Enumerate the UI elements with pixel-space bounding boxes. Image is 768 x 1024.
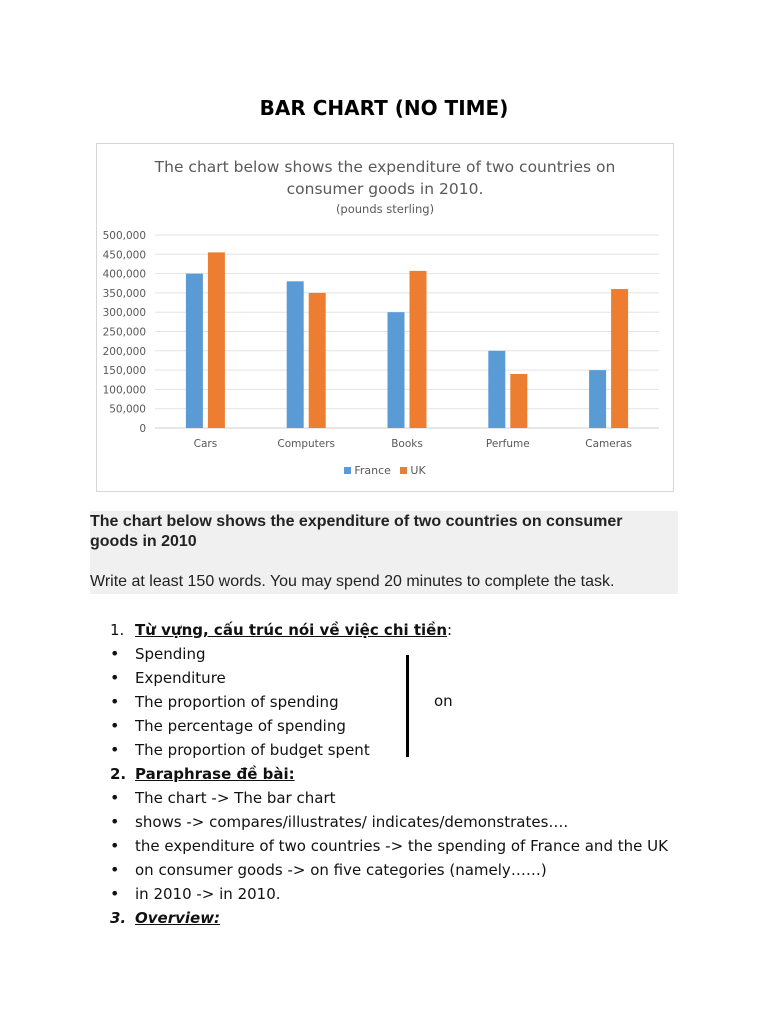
section-number: 2.	[110, 765, 127, 783]
list-item-text: the expenditure of two countries -> the spending of France and the UK	[135, 837, 668, 855]
list-item-text: The chart -> The bar chart	[135, 789, 336, 807]
section-title: Overview:	[135, 909, 221, 927]
list-item-text: The proportion of spending	[135, 693, 339, 711]
bar-chart	[96, 143, 674, 492]
bullet-icon: •	[110, 884, 120, 903]
chart-legend	[97, 464, 673, 477]
bar-france-cars	[186, 274, 203, 428]
bar-uk-cameras	[611, 289, 628, 428]
list-item	[110, 812, 730, 836]
bar-france-perfume	[488, 351, 505, 428]
task-box	[90, 511, 678, 594]
y-tick-label: 450,000	[102, 249, 146, 262]
list-item-text: Expenditure	[135, 669, 226, 687]
section-heading-overview	[110, 908, 730, 932]
bar-uk-perfume	[510, 374, 527, 428]
legend-swatch-uk	[400, 467, 407, 474]
x-tick-label: Computers	[277, 438, 336, 450]
bar-uk-cars	[208, 252, 225, 428]
section-title: Paraphrase đề bài:	[135, 765, 295, 783]
bullet-icon: •	[110, 716, 120, 735]
y-tick-label: 0	[139, 423, 146, 435]
list-item-text: shows -> compares/illustrates/ indicates/demonstrates….	[135, 813, 569, 831]
on-label: on	[434, 692, 453, 710]
list-item	[110, 884, 730, 908]
bullet-icon: •	[110, 860, 120, 879]
bullet-icon: •	[110, 692, 120, 711]
bar-uk-books	[410, 271, 427, 428]
document-title: BAR CHART (NO TIME)	[259, 96, 509, 120]
chart-plot	[97, 144, 673, 491]
bullet-icon: •	[110, 644, 120, 663]
x-tick-label: Cameras	[585, 438, 632, 450]
y-tick-label: 400,000	[102, 268, 146, 281]
list-item	[110, 692, 730, 716]
bullet-icon: •	[110, 812, 120, 831]
bullet-icon: •	[110, 740, 120, 759]
section-number: 3.	[110, 909, 127, 927]
y-tick-label: 50,000	[109, 403, 146, 416]
bar-france-cameras	[589, 370, 606, 428]
bracket-line	[406, 655, 409, 757]
list-item	[110, 644, 730, 668]
bullet-icon: •	[110, 836, 120, 855]
section-title: Từ vựng, cấu trúc nói về việc chi tiền	[135, 621, 448, 639]
x-tick-label: Cars	[193, 438, 218, 450]
section-heading-paraphrase	[110, 764, 730, 788]
y-tick-label: 200,000	[102, 345, 146, 358]
list-item	[110, 836, 730, 860]
legend-swatch-france	[344, 467, 351, 474]
bullet-icon: •	[110, 788, 120, 807]
x-tick-label: Books	[391, 438, 423, 450]
task-instruction: Write at least 150 words. You may spend 20 minutes to complete the task.	[90, 573, 615, 590]
list-item	[110, 668, 730, 692]
section-title-colon: :	[447, 621, 453, 639]
notes-list	[110, 620, 730, 932]
y-tick-label: 100,000	[102, 384, 146, 397]
list-item-text: The percentage of spending	[135, 717, 346, 735]
legend-label-france: France	[354, 464, 391, 477]
bar-france-computers	[287, 281, 304, 428]
y-tick-label: 150,000	[102, 365, 146, 378]
y-tick-label: 250,000	[102, 326, 146, 339]
y-tick-label: 350,000	[102, 287, 146, 300]
chart-subtitle: (pounds sterling)	[335, 202, 435, 216]
bar-france-books	[388, 312, 405, 428]
list-item-text: Spending	[135, 645, 206, 663]
y-tick-label: 500,000	[102, 230, 146, 242]
section-number: 1.	[110, 621, 125, 639]
list-item-text: The proportion of budget spent	[135, 741, 370, 759]
task-prompt: The chart below shows the expenditure of two countries on consumer goods in 2010	[90, 513, 623, 550]
legend-label-uk: UK	[410, 464, 426, 477]
list-item	[110, 716, 730, 740]
chart-title-line-2: consumer goods in 2010.	[286, 180, 484, 198]
x-tick-label: Perfume	[485, 438, 530, 450]
list-item-text: on consumer goods -> on five categories (namely……)	[135, 861, 547, 879]
list-item	[110, 860, 730, 884]
legend-item-france	[344, 464, 391, 477]
list-item	[110, 740, 730, 764]
bullet-icon: •	[110, 668, 120, 687]
legend-item-uk	[400, 464, 425, 477]
list-item	[110, 788, 730, 812]
list-item-text: in 2010 -> in 2010.	[135, 885, 281, 903]
chart-title-line-1: The chart below shows the expenditure of two countries on	[154, 158, 616, 176]
bar-uk-computers	[309, 293, 326, 428]
section-heading-vocabulary	[110, 620, 730, 644]
y-tick-label: 300,000	[102, 307, 146, 320]
